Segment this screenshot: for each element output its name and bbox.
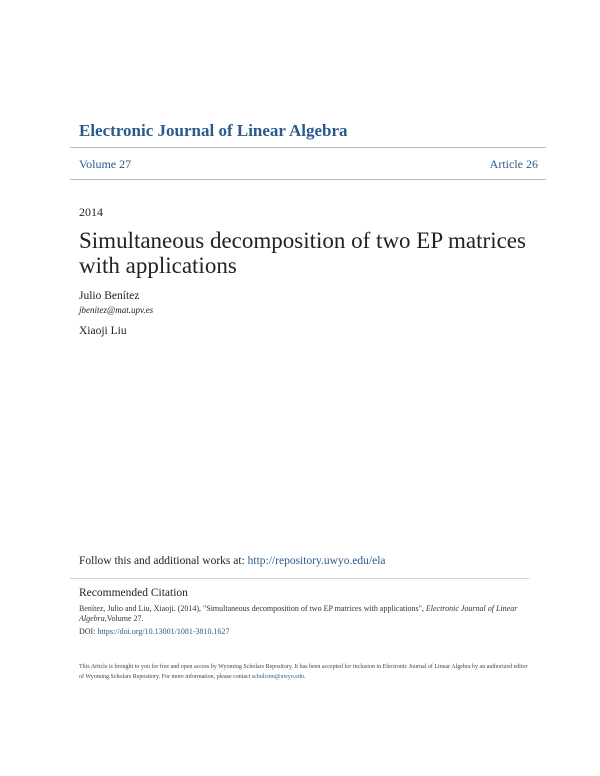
citation-journal: Electronic Journal of Linear Algebra: [79, 604, 518, 623]
citation-prefix: Benítez, Julio and Liu, Xiaoji. (2014), "Simultaneous decomposition of two EP matrices with applications",: [79, 604, 424, 613]
citation-suffix: ,Volume 27.: [104, 614, 144, 623]
repository-link[interactable]: http://repository.uwyo.edu/ela: [247, 555, 386, 567]
header-divider-top: [70, 147, 546, 148]
journal-title-link[interactable]: Electronic Journal of Linear Algebra: [79, 121, 348, 140]
author-name: Xiaoji Liu: [79, 325, 127, 337]
volume-link[interactable]: Volume 27: [79, 157, 132, 171]
footer-notice: [79, 662, 529, 682]
citation-text: [79, 604, 534, 624]
footer-text-end: .: [303, 674, 306, 680]
header-divider-bottom: [70, 179, 546, 180]
article-link[interactable]: Article 26: [489, 157, 538, 171]
doi-label: DOI:: [79, 627, 98, 636]
follow-line: [79, 555, 386, 567]
author-name: Julio Benítez: [79, 290, 140, 302]
footer-text: This Article is brought to you for free and open access by Wyoming Scholars Repository. It has been accepted for inclusion in Electronic Journal of Linear Algebra by an authorized editor of Wyoming Scholars Repository. For more information, please contact: [79, 664, 528, 680]
doi-link[interactable]: https://doi.org/10.13001/1081-3810.1627: [97, 627, 230, 636]
publication-year: 2014: [79, 205, 103, 219]
follow-text: Follow this and additional works at:: [79, 555, 248, 567]
contact-email-link[interactable]: scholcom@uwyo.edu: [251, 674, 304, 680]
citation-divider: [70, 578, 529, 579]
doi-line: [79, 627, 230, 636]
paper-title: Simultaneous decomposition of two EP matrices with applications: [79, 228, 526, 278]
author-email: jbenitez@mat.upv.es: [79, 305, 154, 315]
recommended-citation-heading: Recommended Citation: [79, 587, 188, 599]
